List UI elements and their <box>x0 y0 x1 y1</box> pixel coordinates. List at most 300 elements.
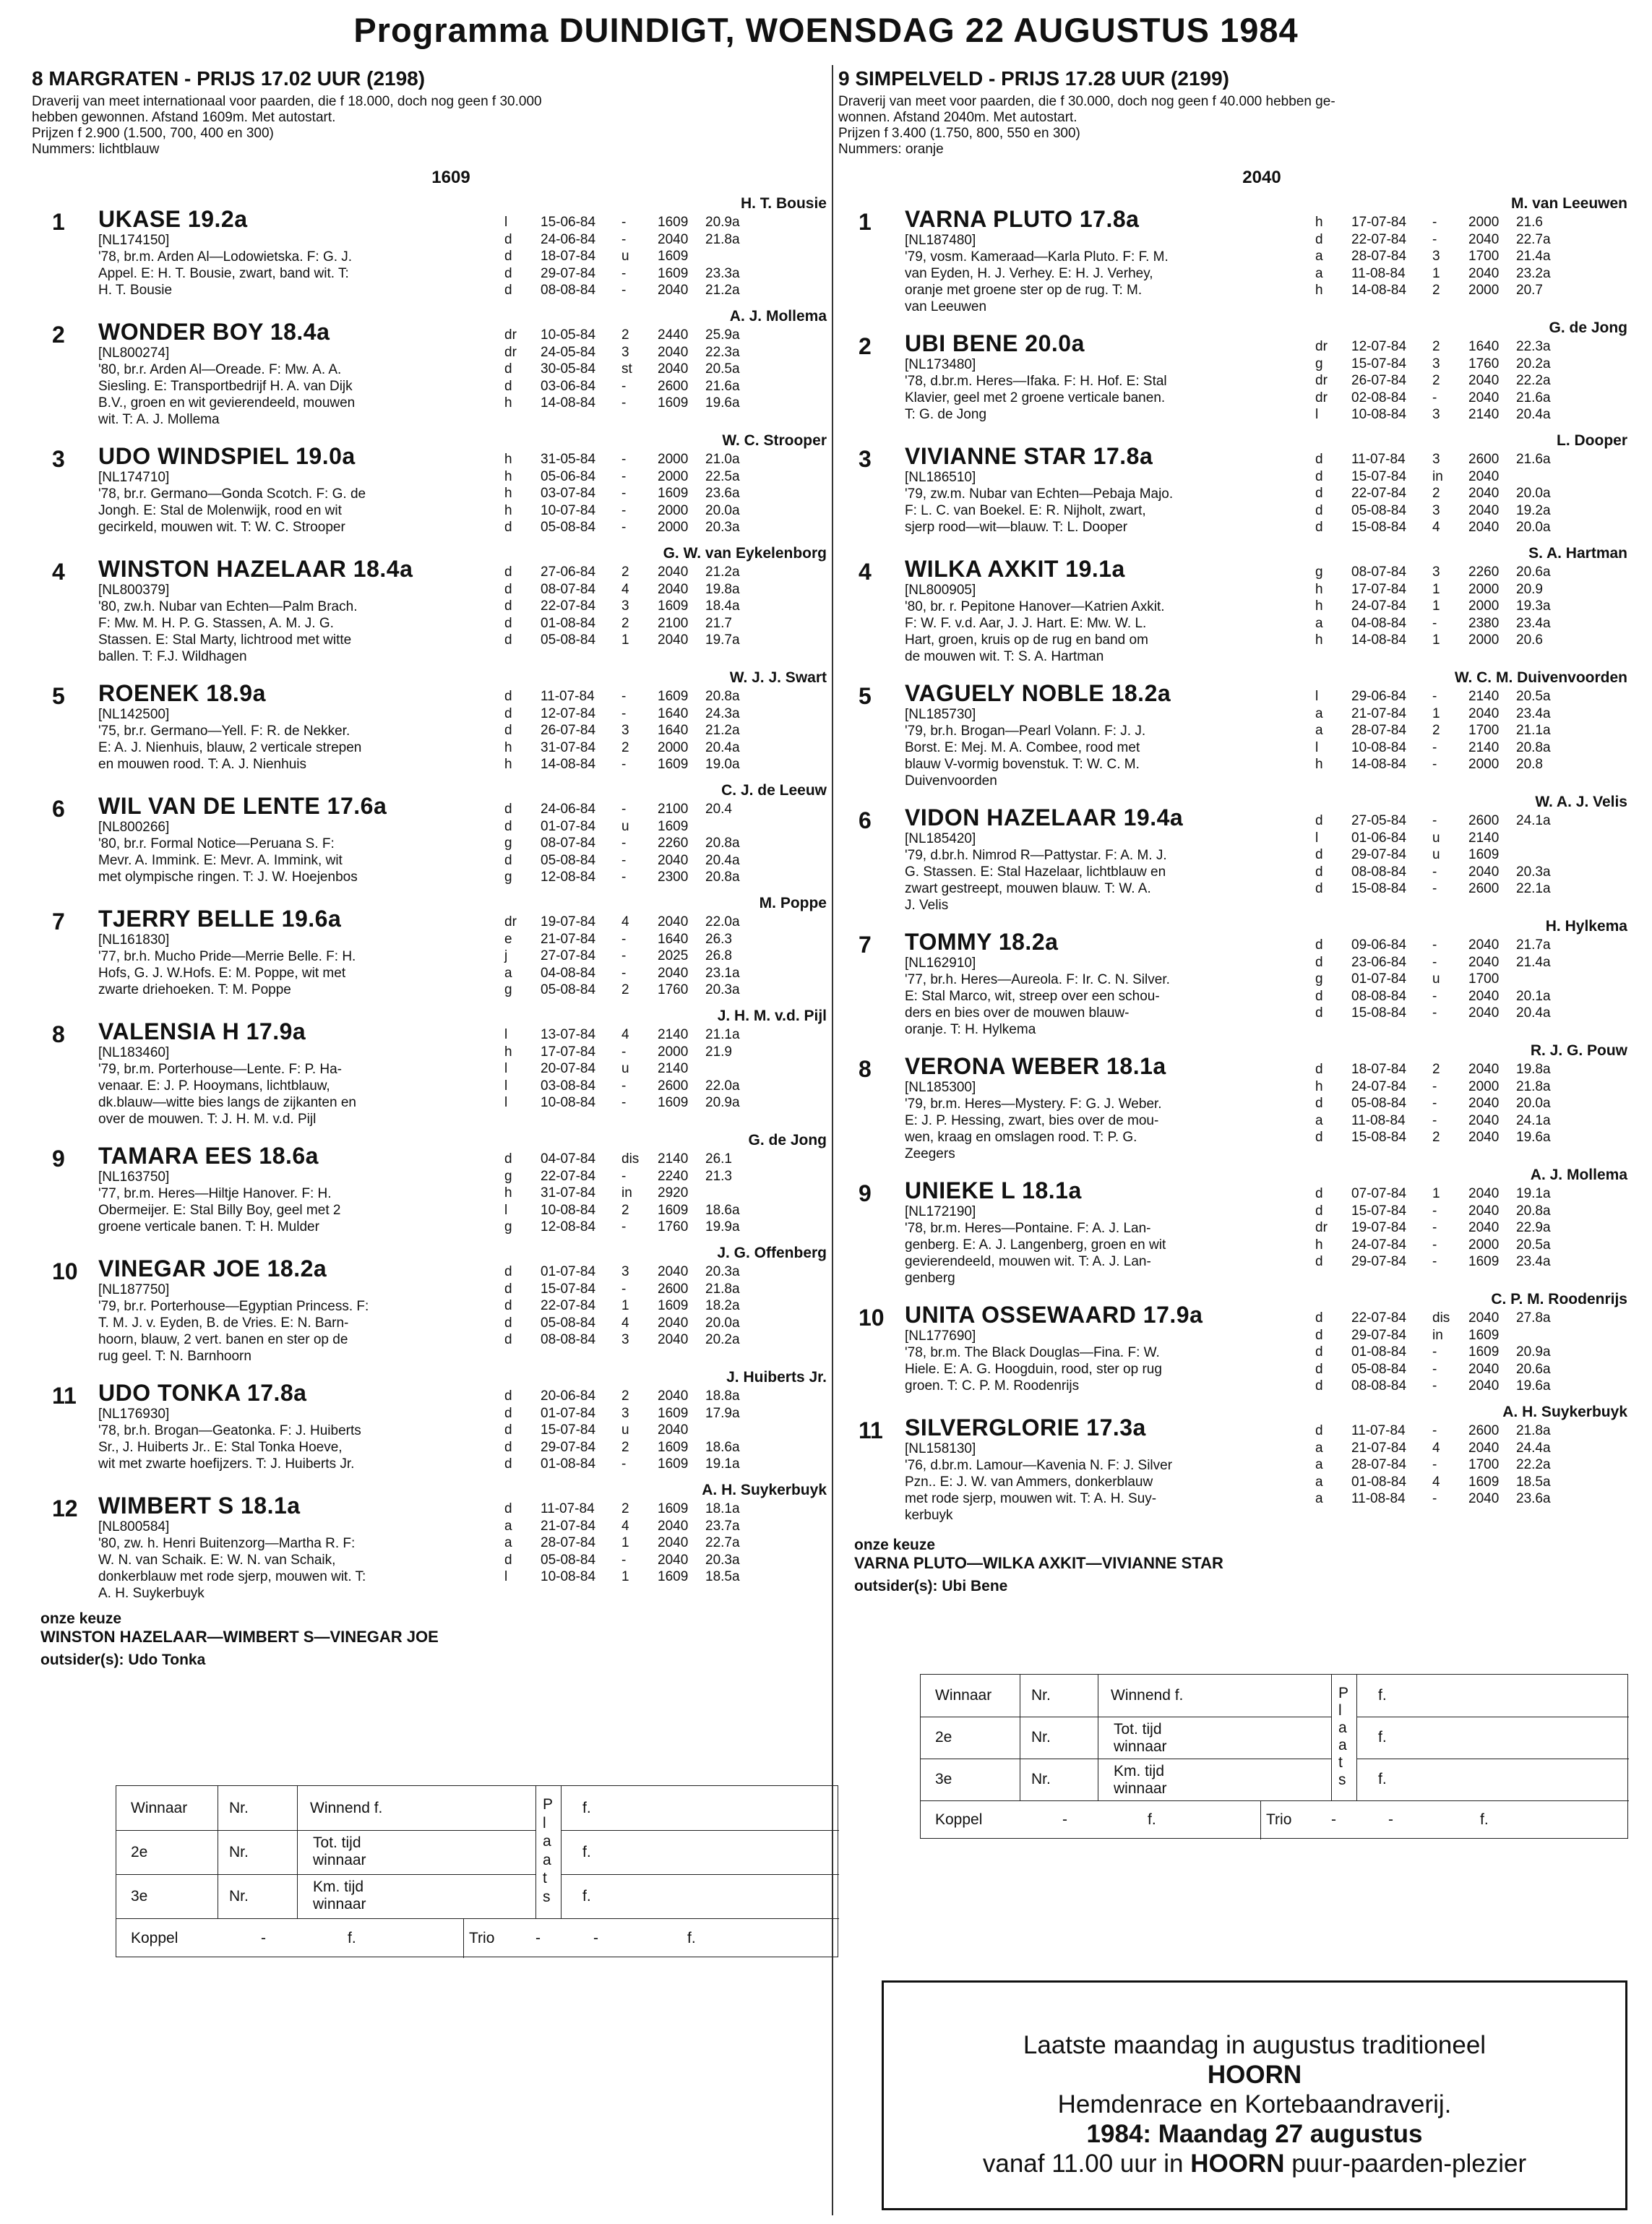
horse-entry <box>32 893 827 1006</box>
race-date: 24-07-84 <box>1351 598 1407 614</box>
race-date: 28-07-84 <box>1351 723 1407 738</box>
description-line: wit met zwarte hoefijzers. T: J. Huiberts Jr. <box>98 1456 355 1472</box>
race-time: 19.0a <box>705 757 740 772</box>
race-time: 23.4a <box>1516 1254 1551 1269</box>
race-date: 26-07-84 <box>541 723 596 738</box>
result-row <box>504 1297 763 1315</box>
description-line: over de mouwen. T: J. H. M. v.d. Pijl <box>98 1112 317 1127</box>
race-date: 15-06-84 <box>541 215 596 230</box>
track-code: d <box>504 1332 512 1347</box>
placing: - <box>621 1552 627 1568</box>
track-code: a <box>1315 1474 1323 1490</box>
race-time: 19.3a <box>1516 598 1551 614</box>
race-date: 11-07-84 <box>1351 452 1406 467</box>
race-distance: 1609 <box>658 757 689 772</box>
description-line: oranje met groene ster op de rug. T: M. <box>905 283 1143 298</box>
placing: u <box>621 818 629 834</box>
race-date: 11-07-84 <box>1351 1423 1406 1438</box>
race-time: 20.8a <box>705 836 740 851</box>
result-row <box>504 1405 763 1422</box>
placing: 2 <box>621 1388 629 1404</box>
track-code: d <box>1315 864 1323 880</box>
trainer-name: W. C. Strooper <box>722 432 827 449</box>
race-distance: 1760 <box>1468 356 1500 372</box>
form-col-line <box>1331 1675 1332 1800</box>
result-row <box>504 451 763 468</box>
track-code: d <box>1315 1254 1323 1269</box>
track-code: d <box>1315 231 1323 247</box>
race-distance: 1609 <box>658 1298 689 1313</box>
results-table <box>1315 1422 1574 1508</box>
result-row <box>504 931 763 948</box>
track-code: d <box>1315 1344 1323 1360</box>
description-line: '79, d.br.h. Nimrod R—Pattystar. F: A. M. J. <box>905 848 1167 863</box>
race-distance: 2040 <box>1468 1220 1500 1235</box>
plaats-letter: l <box>1338 1702 1342 1719</box>
race-time: 21.3 <box>705 1168 732 1184</box>
ad-line: Laatste maandag in augustus traditioneel <box>1023 2031 1487 2059</box>
placing: in <box>1432 1327 1443 1343</box>
race-date: 15-08-84 <box>1351 520 1407 535</box>
race-distance: 1609 <box>1468 1344 1500 1360</box>
race-distance: 2040 <box>658 965 689 981</box>
result-row <box>504 231 763 249</box>
horse-description <box>905 1096 1162 1162</box>
race-time: 20.9 <box>1516 581 1543 597</box>
race-distance: 2600 <box>1468 881 1500 896</box>
placing: - <box>621 948 627 963</box>
result-row <box>1315 1378 1574 1395</box>
race-time: 18.8a <box>705 1388 740 1404</box>
form-row-line <box>561 1874 839 1875</box>
result-row <box>504 1219 763 1236</box>
horse-entry <box>32 1006 827 1130</box>
race-header: 8 MARGRATEN - PRIJS 17.02 UUR (2198) <box>32 67 426 90</box>
result-row <box>504 982 763 999</box>
race-date: 20-07-84 <box>541 1061 596 1076</box>
result-row <box>504 1439 763 1456</box>
race-time: 18.4a <box>705 598 740 614</box>
race-time: 21.8a <box>705 231 740 247</box>
race-distance: 1609 <box>1468 847 1500 862</box>
race-time: 21.2a <box>705 564 740 580</box>
track-code: l <box>1315 407 1319 422</box>
track-code: d <box>504 581 512 597</box>
horse-name: UDO WINDSPIEL 19.0a <box>98 443 356 469</box>
race-distance: 2260 <box>658 836 689 851</box>
description-line: Appel. E: H. T. Bousie, zwart, band wit. T: <box>98 266 349 281</box>
description-line: '76, d.br.m. Lamour—Kavenia N. F: J. Silver <box>905 1458 1173 1473</box>
horse-name: WIL VAN DE LENTE 17.6a <box>98 793 387 819</box>
form-label: f. <box>1378 1687 1387 1704</box>
race-date: 05-08-84 <box>1351 1361 1407 1377</box>
horse-entry <box>32 306 827 431</box>
horse-number: 12 <box>52 1495 78 1521</box>
horse-description <box>905 373 1167 423</box>
race-date: 15-08-84 <box>1351 881 1407 896</box>
description-line: zwarte driehoeken. T: M. Poppe <box>98 982 291 997</box>
track-code: g <box>504 870 512 885</box>
horse-number: 3 <box>52 446 65 472</box>
race-date: 04-07-84 <box>541 1151 596 1167</box>
horse-description <box>905 723 1145 789</box>
race-time: 22.2a <box>1516 1457 1551 1472</box>
horse-code: [NL185730] <box>905 707 976 722</box>
race-date: 07-07-84 <box>1351 1186 1407 1201</box>
result-row <box>504 395 763 412</box>
race-time: 20.0a <box>1516 1096 1551 1111</box>
placing: 1 <box>621 1569 629 1584</box>
description-line: '77, br.m. Heres—Hiltje Hanover. F: H. <box>98 1186 332 1201</box>
race-distance: 2600 <box>1468 452 1500 467</box>
horse-description <box>98 1298 369 1365</box>
plaats-letter: t <box>1338 1754 1343 1771</box>
race-distance: 1700 <box>1468 1457 1500 1472</box>
race-time: 21.8a <box>1516 1078 1551 1094</box>
track-code: l <box>1315 689 1319 704</box>
horse-list <box>838 194 1627 1527</box>
form-label: f. <box>687 1930 696 1946</box>
race-date: 03-08-84 <box>541 1078 596 1094</box>
race-distance: 1609 <box>658 1405 689 1421</box>
race-date: 15-08-84 <box>1351 1130 1407 1145</box>
track-code: dr <box>504 344 517 360</box>
race-distance: 1640 <box>658 931 689 947</box>
race-time: 20.3a <box>705 982 740 997</box>
horse-name: VARNA PLUTO 17.8a <box>905 206 1140 232</box>
track-code: a <box>504 965 512 981</box>
race-time: 19.2a <box>1516 502 1551 518</box>
horse-number: 6 <box>859 807 872 833</box>
description-line: blauw V-vormig bovenstuk. T: W. C. M. <box>905 757 1140 772</box>
race-time: 20.5a <box>705 361 740 377</box>
race-distance: 2040 <box>1468 390 1500 405</box>
race-date: 22-07-84 <box>1351 486 1407 501</box>
form-label: 3e <box>935 1771 952 1787</box>
race-date: 24-07-84 <box>1351 1237 1407 1253</box>
result-row <box>504 914 763 931</box>
race-time: 19.6a <box>705 395 740 411</box>
race-date: 22-07-84 <box>541 598 596 614</box>
results-table <box>504 1263 763 1349</box>
result-row <box>1315 1440 1574 1457</box>
track-code: d <box>504 1422 512 1438</box>
track-code: j <box>504 948 508 963</box>
race-time: 18.6a <box>705 1439 740 1455</box>
form-label: Tot. tijd <box>313 1834 361 1851</box>
horse-number: 1 <box>859 209 872 235</box>
track-code: a <box>1315 615 1323 631</box>
description-line: wit. T: A. J. Mollema <box>98 412 220 427</box>
advertisement-box <box>882 1980 1627 2210</box>
race-date: 08-08-84 <box>541 283 596 298</box>
plaats-letter: P <box>1338 1685 1349 1701</box>
race-date: 05-06-84 <box>541 468 596 484</box>
description-line: '78, br.r. Germano—Gonda Scotch. F: G. de <box>98 486 366 502</box>
race-date: 24-06-84 <box>541 231 596 247</box>
result-row <box>1315 372 1574 390</box>
race-time: 20.4a <box>705 739 740 755</box>
track-code: d <box>504 378 512 394</box>
result-row <box>1315 265 1574 283</box>
form-label: - <box>1062 1811 1067 1828</box>
race-time: 19.6a <box>1516 1130 1551 1145</box>
race-time: 21.4a <box>1516 954 1551 970</box>
description-line: kerbuyk <box>905 1508 953 1523</box>
track-code: d <box>504 249 512 264</box>
race-distance: 2000 <box>1468 581 1500 597</box>
result-row <box>1315 406 1574 424</box>
form-row-line <box>116 1830 535 1831</box>
race-time: 20.5a <box>1516 689 1551 704</box>
form-col-line <box>561 1786 562 1918</box>
form-label: winnaar <box>1114 1738 1167 1755</box>
track-code: d <box>1315 937 1323 953</box>
description-line: Stassen. E: Stal Marty, lichtrood met witte <box>98 632 352 648</box>
race-time: 23.4a <box>1516 615 1551 631</box>
trainer-name: S. A. Hartman <box>1528 545 1627 562</box>
plaats-letter: l <box>543 1814 546 1832</box>
race-time: 21.4a <box>1516 249 1551 264</box>
race-time: 21.7 <box>705 615 732 631</box>
race-distance: 1609 <box>658 1095 689 1110</box>
result-row <box>1315 632 1574 649</box>
race-distance: 1609 <box>658 1456 689 1472</box>
result-row <box>504 1534 763 1552</box>
race-time: 22.1a <box>1516 881 1551 896</box>
result-row <box>504 564 763 581</box>
horse-name: UBI BENE 20.0a <box>905 330 1085 356</box>
placing: - <box>621 378 627 394</box>
race-date: 14-08-84 <box>541 757 596 772</box>
race-distance: 2025 <box>658 948 689 963</box>
trainer-name: H. Hylkema <box>1545 918 1627 935</box>
placing: 3 <box>621 344 629 360</box>
race-time: 20.9a <box>705 1095 740 1110</box>
race-distance: 1609 <box>658 1439 689 1455</box>
race-time: 22.0a <box>705 1078 740 1094</box>
result-row <box>504 965 763 982</box>
race-distance: 1609 <box>658 215 689 230</box>
track-code: d <box>504 615 512 631</box>
form-label: Tot. tijd <box>1114 1721 1162 1738</box>
results-table <box>504 1026 763 1112</box>
results-table <box>1315 451 1574 536</box>
placing: 4 <box>621 914 629 929</box>
race-distance: 2260 <box>1468 564 1500 580</box>
trainer-name: W. C. M. Duivenvoorden <box>1454 669 1627 686</box>
horse-description <box>98 1535 366 1602</box>
race-date: 01-08-84 <box>541 615 596 631</box>
race-date: 24-05-84 <box>541 344 596 360</box>
description-line: '78, br.m. Heres—Pontaine. F: A. J. Lan- <box>905 1221 1151 1236</box>
race-distance: 1760 <box>658 1219 689 1235</box>
description-line: dk.blauw—witte bies langs de zijkanten en <box>98 1095 356 1110</box>
race-distance: 2040 <box>1468 468 1500 484</box>
race-time: 20.4a <box>1516 407 1551 422</box>
race-date: 22-07-84 <box>541 1298 596 1313</box>
placing: - <box>1432 937 1437 953</box>
placing: 2 <box>621 327 629 343</box>
race-time: 22.7a <box>1516 231 1551 247</box>
description-line: met olympische ringen. T: J. W. Hoejenbos <box>98 870 358 885</box>
placing: - <box>1432 1005 1437 1021</box>
form-row-line <box>116 1918 839 1919</box>
results-table <box>1315 688 1574 773</box>
race-distance: 1609 <box>658 395 689 411</box>
pick-label: onze keuze <box>854 1537 936 1553</box>
race-time: 21.2a <box>705 283 740 298</box>
description-line: groene verticale banen. T: H. Mulder <box>98 1219 319 1235</box>
result-row <box>1315 1203 1574 1220</box>
description-line: en mouwen rood. T: A. J. Nienhuis <box>98 757 306 772</box>
placing: u <box>621 1061 629 1076</box>
placing: - <box>1432 390 1437 405</box>
race-time: 18.2a <box>705 1298 740 1313</box>
race-date: 31-05-84 <box>541 452 596 467</box>
race-date: 19-07-84 <box>1351 1220 1407 1235</box>
result-row <box>1315 356 1574 373</box>
race-header: 9 SIMPELVELD - PRIJS 17.28 UUR (2199) <box>838 67 1229 90</box>
placing: 3 <box>621 1264 629 1279</box>
placing: 2 <box>1432 1062 1440 1077</box>
result-row <box>504 265 763 283</box>
description-line: Sr., J. Huiberts Jr.. E: Stal Tonka Hoeve, <box>98 1440 343 1455</box>
horse-entry <box>32 1368 827 1480</box>
horse-entry <box>32 431 827 544</box>
result-row <box>504 1026 763 1044</box>
race-distance: 2140 <box>658 1027 689 1042</box>
track-code: g <box>1315 971 1323 987</box>
race-time: 20.8 <box>1516 757 1543 772</box>
result-row <box>504 378 763 395</box>
placing: 2 <box>621 739 629 755</box>
our-pick <box>40 1610 827 1669</box>
race-distance: 2040 <box>1468 937 1500 953</box>
race-distance: 1640 <box>658 723 689 738</box>
result-row <box>504 519 763 536</box>
form-label: f. <box>582 1888 591 1905</box>
horse-description <box>905 486 1173 536</box>
placing: - <box>621 265 627 281</box>
result-row <box>1315 485 1574 502</box>
result-row <box>1315 468 1574 486</box>
placing: 2 <box>1432 1130 1440 1145</box>
race-distance: 2040 <box>1468 1186 1500 1201</box>
track-code: d <box>504 818 512 834</box>
placing: u <box>1432 971 1440 987</box>
race-time: 18.5a <box>1516 1474 1551 1490</box>
race-date: 27-07-84 <box>541 948 596 963</box>
race-distance: 1609 <box>658 598 689 614</box>
race-date: 19-07-84 <box>541 914 596 929</box>
race-date: 02-08-84 <box>1351 390 1407 405</box>
track-code: dr <box>1315 373 1328 388</box>
form-label: 2e <box>935 1729 952 1746</box>
race-time: 20.4a <box>705 852 740 868</box>
track-code: d <box>504 231 512 247</box>
form-label: winnaar <box>313 1852 366 1868</box>
race-distance: 2040 <box>658 283 689 298</box>
track-code: d <box>1315 1005 1323 1021</box>
race-distance: 1609 <box>658 486 689 501</box>
race-distance: 2000 <box>1468 598 1500 614</box>
trainer-name: G. de Jong <box>748 1132 827 1149</box>
ad-line: 1984: Maandag 27 augustus <box>1086 2120 1423 2148</box>
description-line: A. H. Suykerbuyk <box>98 1586 205 1601</box>
form-label: Nr. <box>1031 1687 1051 1704</box>
result-row <box>1315 598 1574 615</box>
result-row <box>1315 1310 1574 1327</box>
track-code: d <box>504 1552 512 1568</box>
track-code: l <box>504 1061 508 1076</box>
track-code: d <box>1315 1327 1323 1343</box>
result-row <box>504 722 763 739</box>
description-line: hoorn, blauw, 2 vert. banen en ster op de <box>98 1332 348 1347</box>
placing: 3 <box>621 598 629 614</box>
race-distance: 2040 <box>658 361 689 377</box>
placing: 2 <box>1432 339 1440 354</box>
race-date: 12-08-84 <box>541 1219 596 1235</box>
horse-description <box>905 1457 1172 1524</box>
track-code: d <box>504 1501 512 1516</box>
form-label: Nr. <box>1031 1729 1051 1746</box>
race-date: 10-08-84 <box>1351 739 1407 755</box>
horse-entry <box>838 668 1627 792</box>
placing: dis <box>621 1151 640 1167</box>
track-code: d <box>1315 1096 1323 1111</box>
trainer-name: J. G. Offenberg <box>717 1245 827 1261</box>
placing: 3 <box>1432 249 1440 264</box>
result-row <box>1315 1253 1574 1271</box>
ad-line: vanaf 11.00 uur in HOORN puur-paarden-plezier <box>982 2150 1527 2178</box>
horse-code: [NL800584] <box>98 1519 170 1534</box>
result-row <box>504 1202 763 1219</box>
description-line: '75, br.r. Germano—Yell. F: R. de Nekker. <box>98 724 350 739</box>
race-8-column <box>32 66 827 1669</box>
race-time: 21.0a <box>705 452 740 467</box>
race-time: 24.1a <box>1516 813 1551 828</box>
form-label: f. <box>1480 1811 1489 1828</box>
race-distance: 2040 <box>1468 705 1500 721</box>
result-row <box>1315 451 1574 468</box>
description-line: E: J. P. Hessing, zwart, bies over de mou- <box>905 1113 1159 1128</box>
description-line: van Eyden, H. J. Verhey. E: H. J. Verhey, <box>905 266 1153 281</box>
race-date: 31-07-84 <box>541 1185 596 1201</box>
result-row <box>504 1263 763 1281</box>
form-label: Trio <box>469 1930 495 1946</box>
results-table <box>1315 812 1574 898</box>
placing: - <box>621 502 627 518</box>
result-row <box>1315 248 1574 265</box>
race-time: 20.0a <box>705 1315 740 1331</box>
description-line: venaar. E: J. P. Hooymans, lichtblauw, <box>98 1078 330 1094</box>
race-date: 01-07-84 <box>541 1405 596 1421</box>
horse-number: 2 <box>52 322 65 348</box>
form-label: 3e <box>131 1888 148 1905</box>
race-time: 24.4a <box>1516 1440 1551 1456</box>
placing: 2 <box>621 982 629 997</box>
result-row <box>504 1281 763 1298</box>
race-time: 20.8a <box>705 870 740 885</box>
results-table <box>1315 338 1574 424</box>
placing: 3 <box>1432 407 1440 422</box>
race-distance: 1609 <box>658 1202 689 1218</box>
result-row <box>504 948 763 965</box>
race-date: 05-08-84 <box>541 1315 596 1331</box>
placing: 2 <box>621 1202 629 1218</box>
description-line: Duivenvoorden <box>905 773 997 789</box>
